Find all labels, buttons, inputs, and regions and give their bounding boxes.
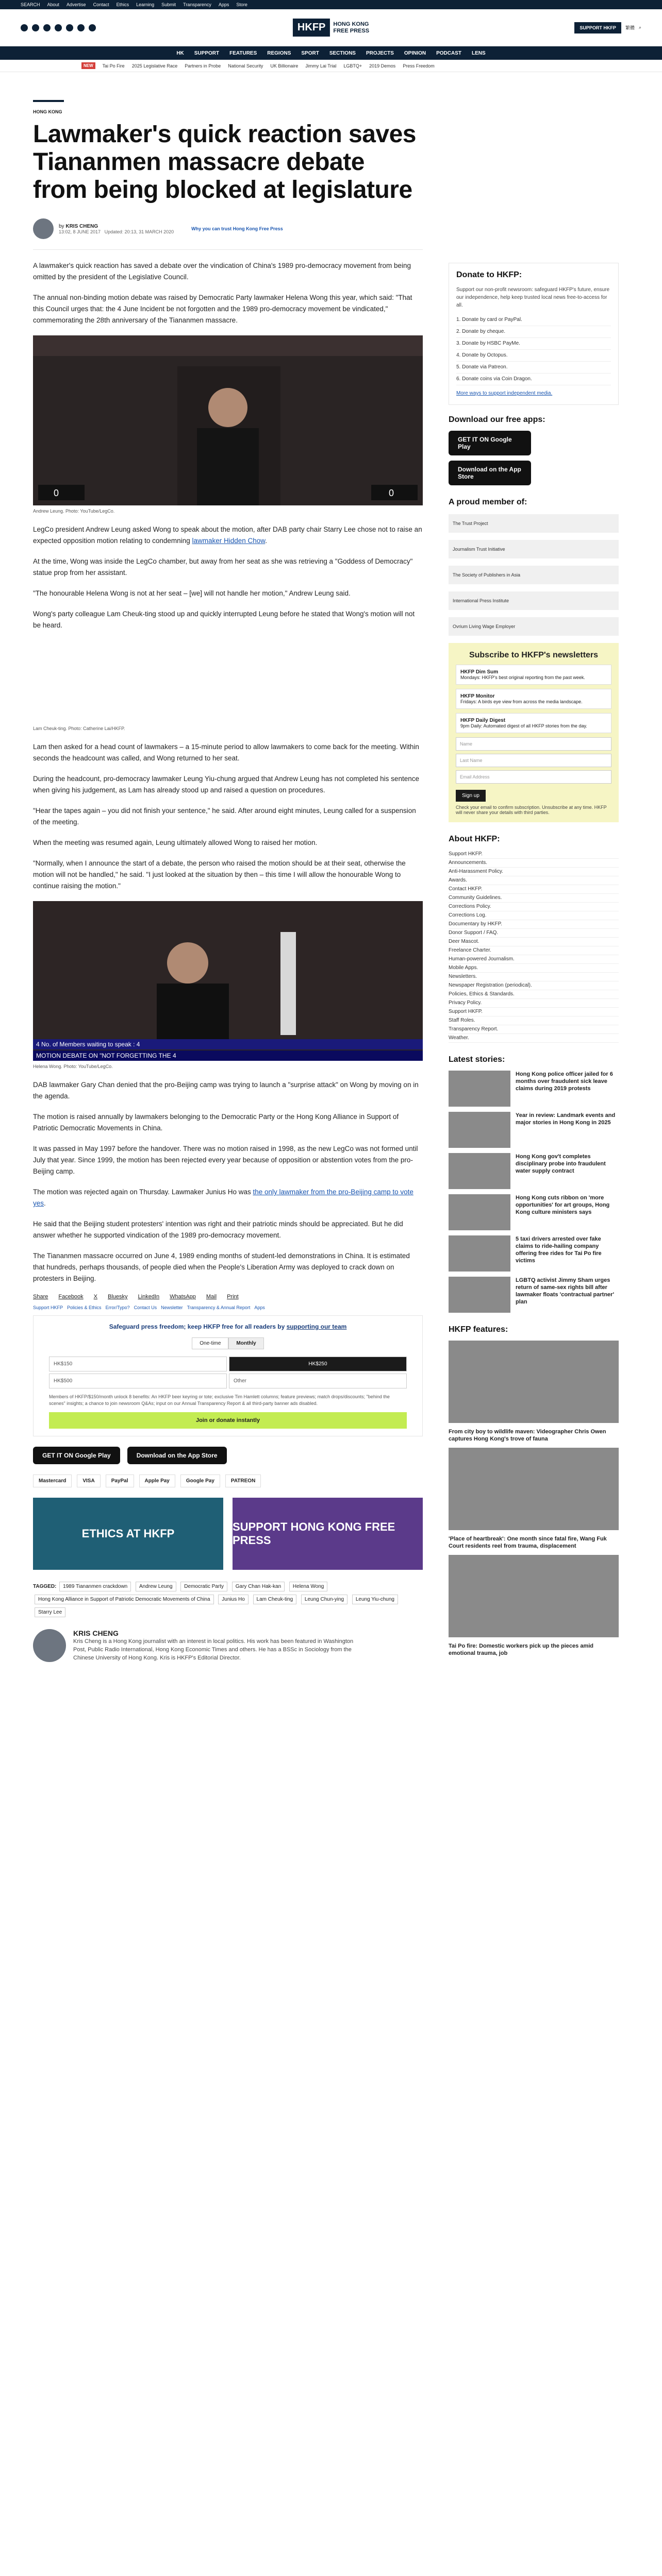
about-link[interactable]: Privacy Policy. bbox=[449, 999, 619, 1008]
divider bbox=[33, 249, 423, 250]
donate-method[interactable]: 3. Donate by HSBC PayMe. bbox=[456, 338, 611, 350]
byline bbox=[33, 218, 423, 239]
feature-story[interactable] bbox=[449, 1341, 619, 1443]
support-link[interactable]: Support HKFP bbox=[33, 1305, 63, 1310]
about-link[interactable]: Contact HKFP. bbox=[449, 885, 619, 894]
image-caption: Helena Wong. Photo: YouTube/LegCo. bbox=[33, 1064, 113, 1069]
paragraph: The Tiananmen massacre occurred on June 4, 1989 ending months of student-led demonstrations in China. It is estimated that hundreds, perhaps thousands, of people died when the People's Liberation Army was deployed to crack down on protesters in Beijing. bbox=[33, 1252, 410, 1282]
paragraph: At the time, Wong was inside the LegCo chamber, but away from her seat as she was retrieving a "Goddess of Democracy" statue prop from her assistant. bbox=[33, 557, 413, 577]
tag[interactable]: Democratic Party bbox=[180, 1582, 227, 1591]
support-links bbox=[33, 1305, 423, 1310]
author-photo bbox=[33, 1629, 66, 1662]
story-headline: Hong Kong gov't completes disciplinary probe into fraudulent water supply contract bbox=[516, 1154, 606, 1174]
story-thumbnail bbox=[449, 1112, 510, 1148]
about-link[interactable]: Support HKFP. bbox=[449, 850, 619, 859]
tag[interactable]: Lam Cheuk-ting bbox=[253, 1595, 297, 1604]
trending-item[interactable]: National Security bbox=[228, 63, 263, 69]
share-bar bbox=[33, 1294, 423, 1300]
nav-opinion[interactable]: OPINION bbox=[404, 50, 426, 56]
tags-label: TAGGED: bbox=[33, 1584, 57, 1589]
search-icon[interactable]: ⌕ bbox=[638, 25, 641, 30]
share-x[interactable]: X bbox=[93, 1294, 98, 1300]
support-link[interactable]: Transparency & Annual Report bbox=[187, 1305, 251, 1310]
sidebar-app-badges bbox=[449, 431, 619, 485]
paragraph: During the headcount, pro-democracy lawmaker Leung Yiu-chung argued that Andrew Leung has not completed his sentence when giving his judgement, as Lam has already stood up and raised a question on procedures. bbox=[33, 775, 419, 794]
about-link[interactable]: Newsletters. bbox=[449, 973, 619, 981]
video-subtitle: 4 No. of Members waiting to speak : 4 bbox=[33, 1039, 423, 1049]
video-subtitle: MOTION DEBATE ON "NOT FORGETTING THE 4 bbox=[33, 1050, 423, 1061]
inline-link[interactable]: the only lawmaker from the pro-Beijing camp to vote yes bbox=[33, 1188, 413, 1207]
author-box-name[interactable]: KRIS CHENG bbox=[73, 1629, 119, 1637]
member-title: A proud member of: bbox=[449, 498, 527, 506]
about-link[interactable]: Transparency Report. bbox=[449, 1025, 619, 1034]
nav-regions[interactable]: REGIONS bbox=[267, 50, 291, 56]
donate-text: Support our non-profit newsroom: safeguard HKFP's future, ensure our independence, help keep trusted local news free-to-access for all. bbox=[456, 287, 610, 308]
topbar-apps[interactable]: Apps bbox=[218, 2, 229, 7]
paragraph: DAB lawmaker Gary Chan denied that the pro-Beijing camp was trying to launch a "surprise attack" on Wong by moving on in the agenda. bbox=[33, 1081, 419, 1100]
story-headline: Year in review: Landmark events and major stories in Hong Kong in 2025 bbox=[516, 1112, 616, 1126]
topbar-about[interactable]: About bbox=[47, 2, 60, 7]
about-link[interactable]: Staff Roles. bbox=[449, 1016, 619, 1025]
image-caption: Andrew Leung. Photo: YouTube/LegCo. bbox=[33, 509, 115, 514]
article-title: Lawmaker's quick reaction saves Tiananmen massacre debate from being blocked at legislature bbox=[33, 121, 416, 204]
paragraph: A lawmaker's quick reaction has saved a debate over the vindication of China's 1989 pro-democracy movement from being omitted by the president of the Legislative Council. bbox=[33, 262, 411, 281]
donate-method[interactable]: 4. Donate by Octopus. bbox=[456, 350, 611, 362]
mastercard-icon: Mastercard bbox=[33, 1475, 72, 1487]
nav-sport[interactable]: SPORT bbox=[301, 50, 319, 56]
member-logo[interactable]: The Trust Project bbox=[449, 514, 619, 533]
topbar-advertise[interactable]: Advertise bbox=[67, 2, 86, 7]
amount-options bbox=[49, 1357, 407, 1388]
latest-story[interactable] bbox=[449, 1235, 619, 1272]
telegram-icon[interactable] bbox=[77, 24, 85, 31]
video-player-helena-wong[interactable] bbox=[33, 901, 423, 1061]
latest-story[interactable] bbox=[449, 1071, 619, 1107]
paragraph: Wong's party colleague Lam Cheuk-ting stood up and quickly interrupted Leung before he stated that Wong's motion will not be heard. bbox=[33, 610, 415, 629]
paypal-icon: PayPal bbox=[106, 1475, 134, 1487]
freq-one-time[interactable]: One-time bbox=[192, 1337, 228, 1349]
new-badge: NEW bbox=[81, 62, 95, 69]
masthead-actions bbox=[574, 22, 641, 33]
trending-item[interactable]: Press Freedom bbox=[403, 63, 435, 69]
about-link[interactable]: Corrections Log. bbox=[449, 911, 619, 920]
author-box bbox=[33, 1629, 423, 1662]
latest-story[interactable] bbox=[449, 1153, 619, 1189]
video-frame bbox=[33, 901, 423, 1061]
main-nav bbox=[0, 46, 662, 60]
story-headline: LGBTQ activist Jimmy Sham urges return of same-sex rights bill after lawmaker floats 'contractual partner' plan bbox=[516, 1277, 615, 1305]
tag[interactable]: Andrew Leung bbox=[136, 1582, 176, 1591]
newsletter-title: Subscribe to HKFP's newsletters bbox=[469, 651, 599, 659]
donate-widget bbox=[33, 1315, 423, 1436]
youtube-icon[interactable] bbox=[55, 24, 62, 31]
facebook-icon[interactable] bbox=[21, 24, 28, 31]
paragraph: He said that the Beijing student protesters' intention was right and their patriotic minds should be appreciated. But he did answer whether he supported vindication of the 1989 pro-democracy movement. bbox=[33, 1220, 403, 1239]
paragraph: The motion was rejected again on Thursday. Lawmaker Junius Ho was the only lawmaker from the pro-Beijing camp to vote yes. bbox=[33, 1188, 413, 1207]
story-headline: Tai Po fire: Domestic workers pick up the pieces amid emotional trauma, job bbox=[449, 1643, 593, 1656]
topbar-search[interactable]: SEARCH bbox=[21, 2, 40, 7]
story-headline: Hong Kong cuts ribbon on 'more opportunities' for art groups, Hong Kong culture ministers says bbox=[516, 1195, 610, 1215]
member-logo[interactable]: The Society of Publishers in Asia bbox=[449, 566, 619, 584]
masthead bbox=[0, 9, 662, 46]
trending-bar bbox=[0, 60, 662, 72]
share-facebook[interactable]: Facebook bbox=[58, 1294, 84, 1300]
story-thumbnail bbox=[449, 1448, 619, 1530]
video-frame bbox=[33, 335, 423, 505]
nav-projects[interactable]: PROJECTS bbox=[366, 50, 394, 56]
social-links bbox=[21, 24, 96, 31]
tag[interactable]: Leung Yiu-chung bbox=[352, 1595, 398, 1604]
support-link[interactable]: Newsletter bbox=[161, 1305, 183, 1310]
story-thumbnail bbox=[449, 1277, 510, 1313]
story-thumbnail bbox=[449, 1555, 619, 1637]
apps-title: Download our free apps: bbox=[449, 415, 545, 424]
logo-line-1: HONG KONG bbox=[333, 21, 369, 27]
about-link[interactable]: Human-powered Journalism. bbox=[449, 955, 619, 964]
about-link[interactable]: Corrections Policy. bbox=[449, 903, 619, 911]
tag[interactable]: Starry Lee bbox=[35, 1607, 65, 1617]
support-hkfp-button[interactable]: SUPPORT HKFP bbox=[574, 22, 621, 33]
story-headline: Hong Kong police officer jailed for 6 months over fraudulent sick leave claims during 2019 protests bbox=[516, 1071, 613, 1092]
google-play-badge[interactable]: GET IT ON Google Play bbox=[449, 431, 531, 455]
tag[interactable]: 1989 Tiananmen crackdown bbox=[59, 1582, 131, 1591]
language-link[interactable]: 繁體 bbox=[625, 25, 635, 30]
member-logo[interactable]: Journalism Trust Initiative bbox=[449, 540, 619, 558]
more-ways-link[interactable]: More ways to support independent media. bbox=[456, 391, 553, 396]
paragraph: When the meeting was resumed again, Leung ultimately allowed Wong to raised her motion. bbox=[33, 839, 318, 846]
about-link[interactable]: Awards. bbox=[449, 876, 619, 885]
tag-list bbox=[33, 1580, 423, 1619]
join-button[interactable]: Join or donate instantly bbox=[49, 1412, 407, 1429]
tag[interactable]: Junius Ho bbox=[218, 1595, 248, 1604]
nav-hk[interactable]: HK bbox=[176, 50, 184, 56]
about-link[interactable]: Support HKFP. bbox=[449, 1008, 619, 1016]
latest-story[interactable] bbox=[449, 1112, 619, 1148]
latest-story[interactable] bbox=[449, 1277, 619, 1313]
about-list bbox=[449, 850, 619, 1043]
video-player-andrew-leung[interactable] bbox=[33, 335, 423, 505]
about-link[interactable]: Documentary by HKFP. bbox=[449, 920, 619, 929]
about-link[interactable]: Weather. bbox=[449, 1034, 619, 1043]
donate-banner-link[interactable]: supporting our team bbox=[286, 1323, 347, 1330]
about-link[interactable]: Announcements. bbox=[449, 859, 619, 868]
trending-item[interactable]: 2025 Legislative Race bbox=[131, 63, 178, 69]
top-utility-bar bbox=[0, 0, 662, 9]
apple-pay-icon: Apple Pay bbox=[139, 1475, 175, 1487]
updated-date: Updated: 20:13, 31 MARCH 2020 bbox=[104, 229, 174, 234]
feature-story[interactable] bbox=[449, 1448, 619, 1550]
share-bluesky[interactable]: Bluesky bbox=[108, 1294, 128, 1300]
app-store-badge[interactable]: Download on the App Store bbox=[449, 461, 531, 485]
paragraph: "Hear the tapes again – you did not finish your sentence," he said. After around eight minutes, Leung called for a suspension of the meeting. bbox=[33, 807, 416, 826]
story-thumbnail bbox=[449, 1341, 619, 1423]
support-link[interactable]: Policies & Ethics bbox=[67, 1305, 102, 1310]
email-field[interactable]: Email Address bbox=[456, 770, 611, 784]
trending-item[interactable]: Tai Po Fire bbox=[102, 63, 125, 69]
tag[interactable]: Leung Chun-ying bbox=[301, 1595, 347, 1604]
instagram-icon[interactable] bbox=[43, 24, 51, 31]
newsletter-box bbox=[449, 643, 619, 822]
member-logos bbox=[449, 514, 619, 636]
paragraph: It was passed in May 1997 before the handover. There was no motion raised in 1998, as the new LegCo was not formed until July that year. Since 1999, the motion has been rejected every year because of opposition or abstention votes from the pro-Beijing camp. bbox=[33, 1145, 418, 1175]
nav-sections[interactable]: SECTIONS bbox=[329, 50, 356, 56]
features-title: HKFP features: bbox=[449, 1325, 508, 1334]
patreon-icon: PATREON bbox=[225, 1475, 261, 1487]
about-link[interactable]: Deer Mascot. bbox=[449, 938, 619, 946]
promo-banners bbox=[33, 1498, 423, 1570]
support-link[interactable]: Apps bbox=[254, 1305, 265, 1310]
about-link[interactable]: Freelance Charter. bbox=[449, 946, 619, 955]
nav-features[interactable]: FEATURES bbox=[229, 50, 257, 56]
article bbox=[33, 72, 423, 1662]
paragraph: The motion is raised annually by lawmakers belonging to the Democratic Party or the Hong Kong Alliance in Support of Patriotic Democratic Movements in China. bbox=[33, 1113, 399, 1132]
story-headline: 'Place of heartbreak': One month since fatal fire, Wang Fuk Court residents reel from trauma, displacement bbox=[449, 1536, 607, 1549]
sidebar bbox=[449, 72, 619, 1662]
app-badges bbox=[33, 1447, 423, 1464]
story-headline: 5 taxi drivers arrested over fake claims to ride-hailing company offering free rides for Tai Po fire victims bbox=[516, 1236, 602, 1264]
name-field[interactable]: Name bbox=[456, 737, 611, 751]
topbar-store[interactable]: Store bbox=[236, 2, 247, 7]
donate-method[interactable]: 5. Donate via Patreon. bbox=[456, 362, 611, 374]
member-benefits: Members of HKFP/$150/month unlock 8 benefits: An HKFP beer keyring or tote; exclusive Tim Hamlett columns; feature previews; match drops/discounts; "behind the scenes" insights; a chance to join newsroom Q&As; input on our Annual Transparency Report & all third-party banner ads disabled. bbox=[49, 1394, 390, 1406]
story-thumbnail bbox=[449, 1153, 510, 1189]
byline-text: by KRIS CHENG 13:02, 8 JUNE 2017 Updated: 20:13, 31 MARCH 2020 bbox=[59, 223, 174, 234]
author-name[interactable]: KRIS CHENG bbox=[65, 223, 98, 229]
share-label: Share bbox=[33, 1294, 48, 1300]
google-pay-icon: Google Pay bbox=[180, 1475, 220, 1487]
paragraph: The annual non-binding motion debate was raised by Democratic Party lawmaker Helena Wong this year, which said: "That this Council urges that: the 4 June Incident be not forgotten and the 1989 pro-democracy movement be vindicated," commemorating the 28th anniversary of the Tiananmen massacre. bbox=[33, 294, 412, 324]
logo-name bbox=[333, 21, 369, 35]
member-logo[interactable]: Ovrium Living Wage Employer bbox=[449, 617, 619, 636]
about-link[interactable]: Policies, Ethics & Standards. bbox=[449, 990, 619, 999]
threads-icon[interactable] bbox=[66, 24, 73, 31]
support-link[interactable]: Contact Us bbox=[134, 1305, 157, 1310]
latest-story[interactable] bbox=[449, 1194, 619, 1230]
image-caption: Lam Cheuk-ting. Photo: Catherine Lai/HKFP. bbox=[33, 726, 125, 731]
tag[interactable]: Gary Chan Hak-kan bbox=[232, 1582, 285, 1591]
about-link[interactable]: Anti-Harassment Policy. bbox=[449, 868, 619, 876]
ad-slot bbox=[33, 640, 423, 723]
paragraph: "The honourable Helena Wong is not at her seat – [we] will not handle her motion," Andrew Leung said. bbox=[33, 589, 351, 597]
share-linkedin[interactable]: LinkedIn bbox=[138, 1294, 160, 1300]
donate-box bbox=[449, 263, 619, 405]
nav-support[interactable]: SUPPORT bbox=[194, 50, 220, 56]
last-name-field[interactable]: Last Name bbox=[456, 754, 611, 767]
feature-story[interactable] bbox=[449, 1555, 619, 1657]
article-category[interactable]: HONG KONG bbox=[33, 109, 62, 114]
inline-link[interactable]: lawmaker Hidden Chow bbox=[192, 537, 266, 545]
topbar-transparency[interactable]: Transparency bbox=[183, 2, 211, 7]
amount-option[interactable]: HK$250 bbox=[229, 1357, 407, 1371]
tag[interactable]: Hong Kong Alliance in Support of Patriotic Democratic Movements of China bbox=[35, 1595, 214, 1604]
member-logo[interactable]: International Press Institute bbox=[449, 591, 619, 610]
about-link[interactable]: Newspaper Registration (periodical). bbox=[449, 981, 619, 990]
share-whatsapp[interactable]: WhatsApp bbox=[170, 1294, 196, 1300]
topbar-learning[interactable]: Learning bbox=[136, 2, 155, 7]
freq-monthly[interactable]: Monthly bbox=[228, 1337, 263, 1349]
author-bio: Kris Cheng is a Hong Kong journalist with an interest in local politics. His work has been featured in Washington Post, Public Radio International, Hong Kong Economic Times and others. He has a BSSc in Sociology from the Chinese University of Hong Kong. Kris is HKFP's Editorial Director. bbox=[73, 1638, 354, 1661]
story-thumbnail bbox=[449, 1235, 510, 1272]
svg-text:0: 0 bbox=[389, 488, 394, 498]
paragraph: Lam then asked for a head count of lawmakers – a 15-minute period to allow lawmakers to come back for the meeting. Within seconds the headcount was called, and Wong returned to her seat. bbox=[33, 743, 419, 762]
rss-icon[interactable] bbox=[89, 24, 96, 31]
paragraph: LegCo president Andrew Leung asked Wong to speak about the motion, after DAB party chair Starry Lee chose not to raise an expected opposition motion relating to condemning lawmaker Hidden Chow. bbox=[33, 526, 422, 545]
app-store-badge[interactable]: Download on the App Store bbox=[127, 1447, 227, 1464]
paragraph: "Normally, when I announce the start of a debate, the person who raised the motion should be at their seat, otherwise the motion will not be handled," he said. "I just looked at the situation by then – this time I will allow the honourable Wong to continue raising the motion." bbox=[33, 859, 406, 890]
author-avatar bbox=[33, 218, 54, 239]
story-thumbnail bbox=[449, 1194, 510, 1230]
about-link[interactable]: Donor Support / FAQ. bbox=[449, 929, 619, 938]
page-body bbox=[0, 72, 662, 1662]
trending-item[interactable]: Jimmy Lai Trial bbox=[305, 63, 337, 69]
trending-item[interactable]: Partners in Probe bbox=[185, 63, 221, 69]
share-print[interactable]: Print bbox=[227, 1294, 239, 1300]
trust-link[interactable]: Why you can trust Hong Kong Free Press bbox=[191, 226, 283, 231]
donate-title: Donate to HKFP: bbox=[456, 270, 522, 279]
support-promo[interactable]: SUPPORT HONG KONG FREE PRESS bbox=[233, 1498, 423, 1570]
logo-line-2: FREE PRESS bbox=[333, 27, 370, 34]
donate-list bbox=[456, 314, 611, 385]
nav-podcast[interactable]: PODCAST bbox=[436, 50, 462, 56]
story-thumbnail bbox=[449, 1071, 510, 1107]
topbar-contact[interactable]: Contact bbox=[93, 2, 109, 7]
about-title: About HKFP: bbox=[449, 835, 500, 843]
story-headline: From city boy to wildlife maven: Videographer Chris Owen captures Hong Kong's trove of fauna bbox=[449, 1429, 606, 1442]
support-link[interactable]: Error/Typo? bbox=[105, 1305, 130, 1310]
share-mail[interactable]: Mail bbox=[206, 1294, 217, 1300]
latest-title: Latest stories: bbox=[449, 1055, 505, 1064]
payment-methods bbox=[33, 1475, 423, 1487]
visa-icon: VISA bbox=[77, 1475, 100, 1487]
x-icon[interactable] bbox=[32, 24, 39, 31]
sign-up-button[interactable]: Sign up bbox=[456, 790, 486, 802]
about-link[interactable]: Community Guidelines. bbox=[449, 894, 619, 903]
topbar-submit[interactable]: Submit bbox=[161, 2, 176, 7]
topbar-ethics[interactable]: Ethics bbox=[116, 2, 129, 7]
trending-item[interactable]: UK Billionaire bbox=[270, 63, 299, 69]
newsletter-option[interactable]: HKFP Monitor Fridays: A birds eye view from across the media landscape. bbox=[456, 689, 611, 709]
donate-method[interactable]: 1. Donate by card or PayPal. bbox=[456, 314, 611, 326]
svg-text:0: 0 bbox=[54, 488, 59, 498]
publish-date: 13:02, 8 JUNE 2017 bbox=[59, 229, 101, 234]
nav-lens[interactable]: LENS bbox=[472, 50, 486, 56]
trending-item[interactable]: LGBTQ+ bbox=[343, 63, 362, 69]
donate-banner: Safeguard press freedom; keep HKFP free for all readers by supporting our team bbox=[109, 1323, 347, 1330]
newsletter-option[interactable]: HKFP Dim Sum Mondays: HKFP's best original reporting from the past week. bbox=[456, 665, 611, 685]
donate-method[interactable]: 6. Donate coins via Coin Dragon. bbox=[456, 374, 611, 385]
title-rule bbox=[33, 100, 64, 102]
newsletter-option[interactable]: HKFP Daily Digest 9pm Daily: Automated digest of all HKFP stories from the day. bbox=[456, 713, 611, 733]
frequency-toggle bbox=[49, 1337, 407, 1349]
amount-option[interactable]: HK$500 bbox=[49, 1374, 227, 1388]
donate-method[interactable]: 2. Donate by cheque. bbox=[456, 326, 611, 338]
google-play-badge[interactable]: GET IT ON Google Play bbox=[33, 1447, 120, 1464]
newsletter-note: Check your email to confirm subscription. Unsubscribe at any time. HKFP will never share your details with third parties. bbox=[456, 805, 607, 815]
amount-option[interactable]: HK$150 bbox=[49, 1357, 227, 1371]
ethics-promo[interactable]: ETHICS AT HKFP bbox=[33, 1498, 223, 1570]
amount-option[interactable]: Other bbox=[229, 1374, 407, 1388]
logo-mark: HKFP bbox=[293, 19, 330, 37]
tag[interactable]: Helena Wong bbox=[289, 1582, 327, 1591]
site-logo[interactable] bbox=[293, 19, 369, 37]
about-link[interactable]: Mobile Apps. bbox=[449, 964, 619, 973]
trending-item[interactable]: 2019 Demos bbox=[369, 63, 396, 69]
